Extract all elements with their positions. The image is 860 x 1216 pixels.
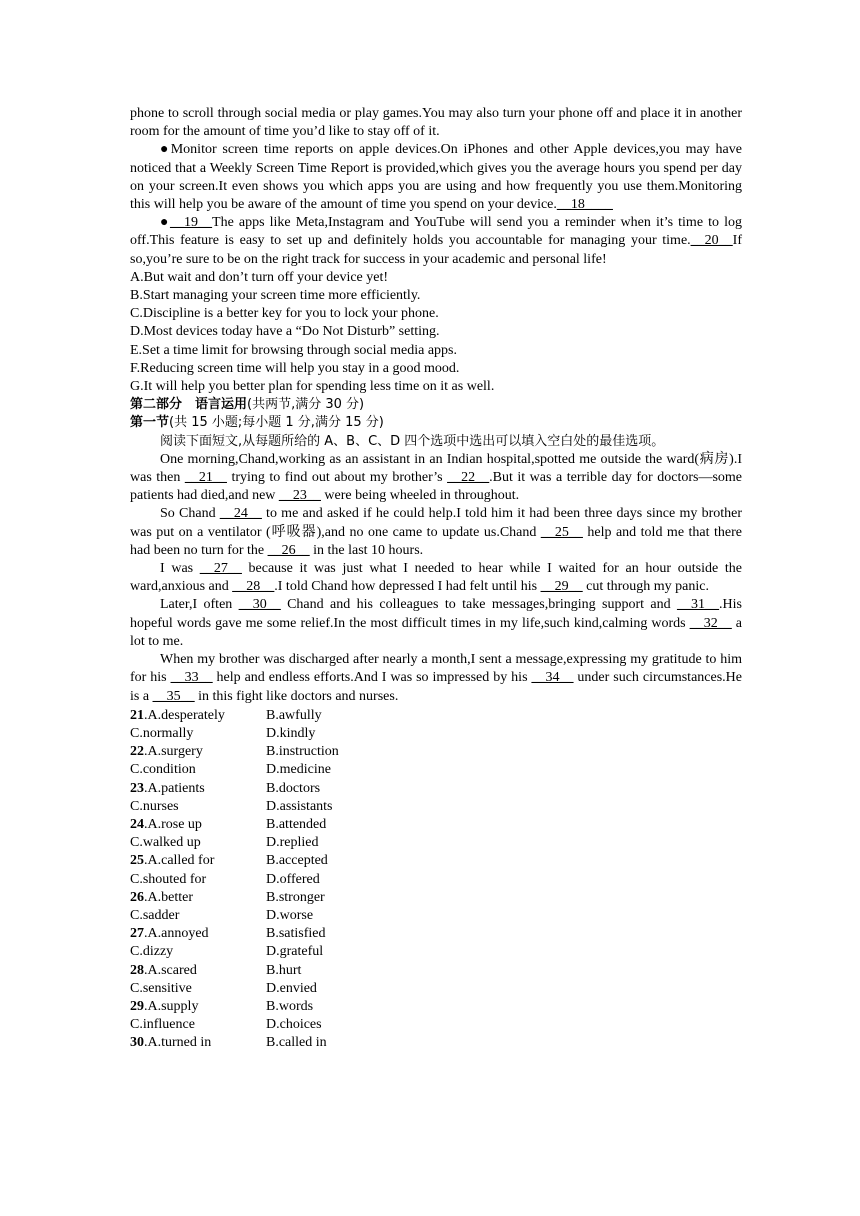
question-row <box>130 852 339 870</box>
option-a: .A.annoyed <box>144 926 209 942</box>
option-c: C.sensitive <box>130 980 192 996</box>
question-row <box>130 798 339 816</box>
cloze-text: because it was just what I needed to hear while I waited for an hour outside the ward,anxious and <box>130 561 742 595</box>
option-c: C.sadder <box>130 907 180 923</box>
cloze-text: cut through my panic. <box>582 579 709 595</box>
question-number: 28 <box>130 962 144 978</box>
option-a: .A.rose up <box>144 816 202 832</box>
option-d: D.choices <box>266 1017 322 1033</box>
paragraph-screen-time-report <box>130 141 742 214</box>
question-row <box>130 780 339 798</box>
page-content <box>130 105 742 1053</box>
option-a-cell <box>130 889 266 907</box>
blank-22: __22__ <box>447 470 490 486</box>
option-a-cell <box>130 925 266 943</box>
option-a-cell <box>130 852 266 870</box>
cloze-text: in this fight like doctors and nurses. <box>194 688 399 704</box>
blank-35: __35__ <box>152 688 195 704</box>
option-c: C.condition <box>130 762 196 778</box>
option-a: .A.patients <box>144 780 205 796</box>
question-row <box>130 1034 339 1052</box>
section-one-label: 第一节 <box>130 415 170 431</box>
option-f: F.Reducing screen time will help you stay in a good mood. <box>130 360 460 376</box>
question-row <box>130 943 339 961</box>
question-number: 22 <box>130 744 144 760</box>
option-d: D.medicine <box>266 762 331 778</box>
blank-28: __28__ <box>232 579 275 595</box>
paragraph-text: ●Monitor screen time reports on apple devices.On iPhones and other Apple devices,you may have noticed that a Weekly Screen Time Report is provided,which gives you the average hours you spend per day on your screen.It even shows you which apps you are using and how frequently you use them.Monitoring this will help you be aware of the amount of time you spend on your device. <box>130 142 742 213</box>
paragraph-phone-off: phone to scroll through social media or play games.You may also turn your phone off and place it in another room for the amount of time you’d like to stay off of it. <box>130 106 742 140</box>
question-row <box>130 834 339 852</box>
blank-34: __34__ <box>531 670 574 686</box>
cloze-text: were being wheeled in throughout. <box>320 488 520 504</box>
option-d: D.grateful <box>266 944 324 960</box>
option-c: C.normally <box>130 725 194 741</box>
question-number: 26 <box>130 889 144 905</box>
question-row <box>130 998 339 1016</box>
blank-29: __29__ <box>540 579 583 595</box>
question-row <box>130 725 339 743</box>
option-c: C.Discipline is a better key for you to lock your phone. <box>130 306 439 322</box>
cloze-text: One morning,Chand,working as an assistant in an Indian hospital,spotted me outside the ward(病房).I was then <box>130 451 742 486</box>
blank-30: __30__ <box>238 597 281 613</box>
option-a: .A.turned in <box>144 1035 212 1051</box>
option-a: .A.desperately <box>144 707 225 723</box>
paragraph-reminder <box>130 214 742 269</box>
section-one-heading <box>130 414 742 432</box>
blank-21: __21__ <box>184 470 227 486</box>
cloze-paragraph-5 <box>130 651 742 706</box>
question-number: 24 <box>130 816 144 832</box>
question-number: 21 <box>130 707 144 723</box>
option-d: D.Most devices today have a “Do Not Disturb” setting. <box>130 324 440 340</box>
question-row <box>130 889 339 907</box>
option-d: D.assistants <box>266 798 333 814</box>
option-d: D.worse <box>266 907 314 923</box>
paragraph-text: If so,you’re sure to be on the right track for success in your academic and personal life! <box>130 233 742 267</box>
blank-31: __31__ <box>677 597 720 613</box>
question-options-table <box>130 707 339 1053</box>
option-b: B.called in <box>266 1035 327 1051</box>
question-number: 25 <box>130 853 144 869</box>
cloze-text: When my brother was discharged after nearly a month,I sent a message,expressing my gratitude to him for his <box>130 652 742 686</box>
option-a-cell <box>130 707 266 725</box>
question-row <box>130 707 339 725</box>
part-two-heading <box>130 396 742 414</box>
question-row <box>130 871 339 889</box>
question-options-body <box>130 707 339 1053</box>
option-b: B.accepted <box>266 853 328 869</box>
option-b: B.doctors <box>266 780 321 796</box>
question-row <box>130 962 339 980</box>
cloze-paragraph-3 <box>130 560 742 596</box>
blank-20: __20__ <box>690 233 733 249</box>
blank-26: __26__ <box>267 542 310 558</box>
cloze-text: to me and asked if he could help.I told him it had been three days since my brother was put on a ventilator (呼吸器),and no one came to update us.Chand <box>130 506 742 540</box>
part-two-title: 第二部分 语言运用 <box>130 397 248 413</box>
option-a-cell <box>130 1034 266 1052</box>
paragraph-text: The apps like Meta,Instagram and YouTube will send you a reminder when it’s time to log off.This feature is easy to set up and definitely holds you accountable for managing your time. <box>130 215 742 249</box>
question-row <box>130 743 339 761</box>
option-b: B.Start managing your screen time more efficiently. <box>130 288 421 304</box>
option-g: G.It will help you better plan for spending less time on it as well. <box>130 379 495 395</box>
option-c: C.shouted for <box>130 871 207 887</box>
cloze-text: trying to find out about my brother’s <box>226 470 448 486</box>
option-a: .A.better <box>144 889 193 905</box>
option-b: B.attended <box>266 816 327 832</box>
blank-33: __33__ <box>170 670 213 686</box>
question-row <box>130 1016 339 1034</box>
option-a: .A.supply <box>144 998 199 1014</box>
part-two-score: (共两节,满分 30 分) <box>247 397 365 413</box>
option-a: .A.scared <box>144 962 197 978</box>
question-number: 27 <box>130 926 144 942</box>
option-a: .A.surgery <box>144 744 203 760</box>
question-number: 23 <box>130 780 144 796</box>
question-number: 29 <box>130 998 144 1014</box>
option-c: C.influence <box>130 1017 195 1033</box>
blank-24: __24__ <box>219 506 262 522</box>
cloze-text: in the last 10 hours. <box>309 542 424 558</box>
option-a-cell <box>130 998 266 1016</box>
question-row <box>130 816 339 834</box>
cloze-text: help and endless efforts.And I was so impressed by his <box>212 670 532 686</box>
cloze-text: under such circumstances.He is a <box>130 670 742 704</box>
option-a-cell <box>130 743 266 761</box>
cloze-paragraph-4 <box>130 596 742 651</box>
question-row <box>130 980 339 998</box>
option-e: E.Set a time limit for browsing through social media apps. <box>130 342 457 358</box>
section-one-score: (共 15 小题;每小题 1 分,满分 15 分) <box>169 415 384 431</box>
option-a: .A.called for <box>144 853 215 869</box>
question-number: 30 <box>130 1035 144 1051</box>
cloze-text: help and told me that there had been no turn for the <box>130 524 742 558</box>
blank-19: __19__ <box>170 215 213 231</box>
seven-options-list <box>130 269 742 396</box>
option-b: B.instruction <box>266 744 339 760</box>
blank-23: __23__ <box>278 488 321 504</box>
option-a: A.But wait and don’t turn off your device yet! <box>130 269 389 285</box>
blank-32: __32__ <box>689 615 732 631</box>
cloze-text: .His hopeful words gave me some relief.In the most difficult times in my life,such kind,calming words <box>130 597 742 631</box>
option-d: D.envied <box>266 980 317 996</box>
blank-18: __18____ <box>556 197 613 213</box>
option-d: D.offered <box>266 871 320 887</box>
question-row <box>130 907 339 925</box>
option-c: C.nurses <box>130 798 179 814</box>
option-b: B.stronger <box>266 889 325 905</box>
option-d: D.kindly <box>266 725 316 741</box>
option-d: D.replied <box>266 835 319 851</box>
option-a-cell <box>130 816 266 834</box>
option-b: B.hurt <box>266 962 302 978</box>
option-b: B.words <box>266 998 314 1014</box>
cloze-text: a lot to me. <box>130 615 742 649</box>
option-c: C.walked up <box>130 835 201 851</box>
cloze-paragraph-2 <box>130 505 742 560</box>
bullet: ● <box>160 215 171 231</box>
cloze-text: Later,I often <box>160 597 239 613</box>
blank-27: __27__ <box>199 561 242 577</box>
option-c: C.dizzy <box>130 944 174 960</box>
option-b: B.satisfied <box>266 926 326 942</box>
option-a-cell <box>130 780 266 798</box>
cloze-text: I was <box>160 561 200 577</box>
option-a-cell <box>130 962 266 980</box>
cloze-paragraph-1 <box>130 451 742 506</box>
question-row <box>130 761 339 779</box>
option-b: B.awfully <box>266 707 322 723</box>
question-row <box>130 925 339 943</box>
cloze-text: So Chand <box>160 506 220 522</box>
cloze-text: .But it was a terrible day for doctors—some patients had died,and new <box>130 470 742 504</box>
cloze-text: .I told Chand how depressed I had felt until his <box>274 579 541 595</box>
blank-25: __25__ <box>540 524 583 540</box>
cloze-text: Chand and his colleagues to take messages,bringing support and <box>280 597 678 613</box>
cloze-instruction: 阅读下面短文,从每题所给的 A、B、C、D 四个选项中选出可以填入空白处的最佳选项。 <box>160 433 665 449</box>
